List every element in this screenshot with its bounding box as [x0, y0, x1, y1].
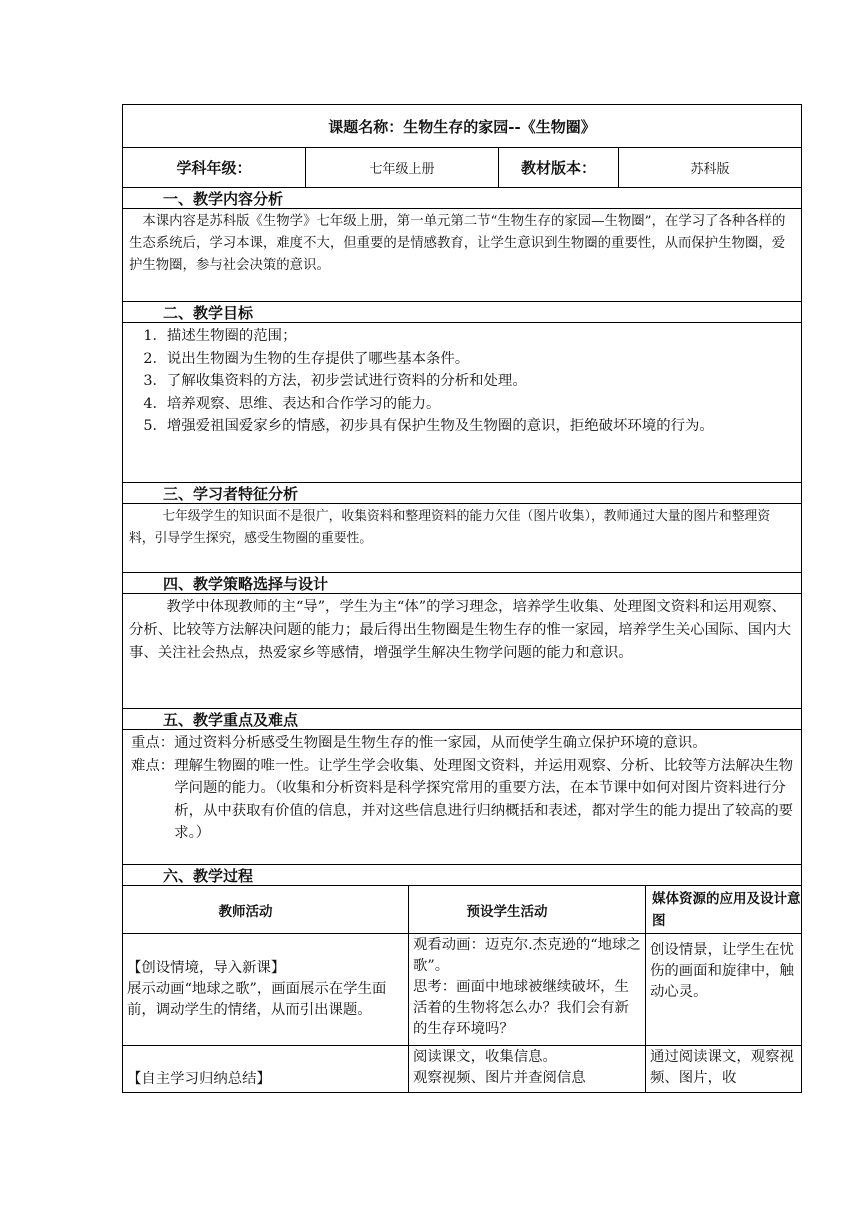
subject-value: 七年级上册: [306, 148, 499, 187]
process-row-2-media: [646, 1046, 801, 1092]
learner-analysis-body: [123, 504, 801, 573]
student-activity-line: 观察视频、图片并查阅信息: [413, 1070, 586, 1086]
edition-label: 教材版本：: [499, 148, 619, 187]
key-text: 通过资料分析感受生物圈是生物生存的惟一家园，从而使学生确立保护环境的意识。: [174, 735, 707, 751]
section-heading-process: 六、教学过程: [123, 865, 801, 886]
objective-item: 4．培养观察、思维、表达和合作学习的能力。: [143, 395, 441, 412]
process-row-1-media: [646, 934, 801, 1046]
section-heading-learner-analysis: 三、学习者特征分析: [123, 483, 801, 504]
process-row-2-teacher: [123, 1046, 409, 1092]
key-point-line: [131, 732, 795, 755]
process-row-1-student: [409, 934, 646, 1046]
lesson-plan-page: [122, 104, 802, 1093]
edition-value: 苏科版: [690, 162, 730, 177]
objectives-body: [123, 323, 801, 483]
objective-item: 2．说出生物圈为生物的生存提供了哪些基本条件。: [143, 350, 470, 367]
key-points-body: [123, 730, 801, 865]
objective-item: 3．了解收集资料的方法，初步尝试进行资料的分析和处理。: [143, 373, 527, 389]
section-heading-key-points: 五、教学重点及难点: [123, 709, 801, 730]
column-header-student: 预设学生活动: [409, 886, 646, 934]
process-row-1-teacher: [123, 934, 409, 1046]
section-heading-strategy: 四、教学策略选择与设计: [123, 573, 801, 594]
content-analysis-body: [123, 209, 801, 302]
learner-analysis-text: 七年级学生的知识面不是很广，收集资料和整理资料的能力欠佳（图片收集），教师通过大量的图片和整理资料，引导学生探究，感受生物圈的重要性。: [129, 509, 771, 546]
key-label: 重点：: [131, 735, 175, 751]
strategy-body: [123, 594, 801, 709]
subject-label: 学科年级：: [123, 148, 306, 187]
section-heading-content-analysis: 一、教学内容分析: [123, 188, 801, 209]
student-activity-line: 观看动画：迈克尔.杰克逊的“地球之歌”。: [413, 937, 641, 974]
difficult-label: 难点：: [131, 757, 175, 774]
teacher-activity-title: 【自主学习归纳总结】: [127, 1071, 271, 1087]
meta-row: [123, 148, 801, 188]
teacher-activity-title: 【创设情境，导入新课】: [127, 960, 286, 976]
section-heading-objectives: 二、教学目标: [123, 302, 801, 323]
column-header-teacher: 教师活动: [123, 886, 409, 934]
teacher-activity-text: 展示动画“地球之歌”，画面展示在学生面前，调动学生的情绪，从而引出课题。: [127, 981, 387, 1018]
media-intent-text: 通过阅读课文，观察视频、图片，收: [650, 1049, 794, 1086]
difficult-point-line: [131, 755, 795, 845]
student-activity-line: 阅读课文，收集信息。: [413, 1049, 557, 1065]
objective-item: 5．增强爱祖国爱家乡的情感，初步具有保护生物及生物圈的意识，拒绝破坏环境的行为。: [143, 418, 714, 434]
lesson-plan-table: [122, 104, 802, 1093]
column-header-media: 媒体资源的应用及设计意图: [646, 886, 801, 934]
process-row-2-student: [409, 1046, 646, 1092]
content-analysis-text: 本课内容是苏科版《生物学》七年级上册，第一单元第二节“生物生存的家园—生物圈”，在学习了各种各样的生态系统后，学习本课，难度不大，但重要的是情感教育，让学生意识到生物圈的重要性，从而保护生物圈，爱护生物圈，参与社会决策的意识。: [129, 214, 786, 273]
lesson-title: 课题名称：生物生存的家园--《生物圈》: [123, 105, 801, 148]
student-activity-line: 思考：画面中地球被继续破坏，生活着的生物将怎么办？我们会有新的生存环境吗？: [413, 979, 629, 1037]
objective-item: 1．描述生物圈的范围；: [143, 328, 297, 344]
media-intent-text: 创设情景，让学生在忧伤的画面和旋律中，触动心灵。: [650, 942, 794, 1000]
process-table: [123, 886, 801, 1092]
strategy-text: 教学中体现教师的主“导”，学生为主“体”的学习理念，培养学生收集、处理图文资料和运用观察、分析、比较等方法解决问题的能力；最后得出生物圈是生物生存的惟一家园，培养学生关心国际、国内大事、关注社会热点，热爱家乡等感情，增强学生解决生物学问题的能力和意识。: [129, 599, 791, 661]
difficult-text: 理解生物圈的唯一性。让学生学会收集、处理图文资料，并运用观察、分析、比较等方法解决生物学问题的能力。（收集和分析资料是科学探究常用的重要方法，在本节课中如何对图片资料进行分析，从中获取有价值的信息，并对这些信息进行归纳概括和表述，都对学生的能力提出了较高的要求。）: [174, 757, 793, 841]
